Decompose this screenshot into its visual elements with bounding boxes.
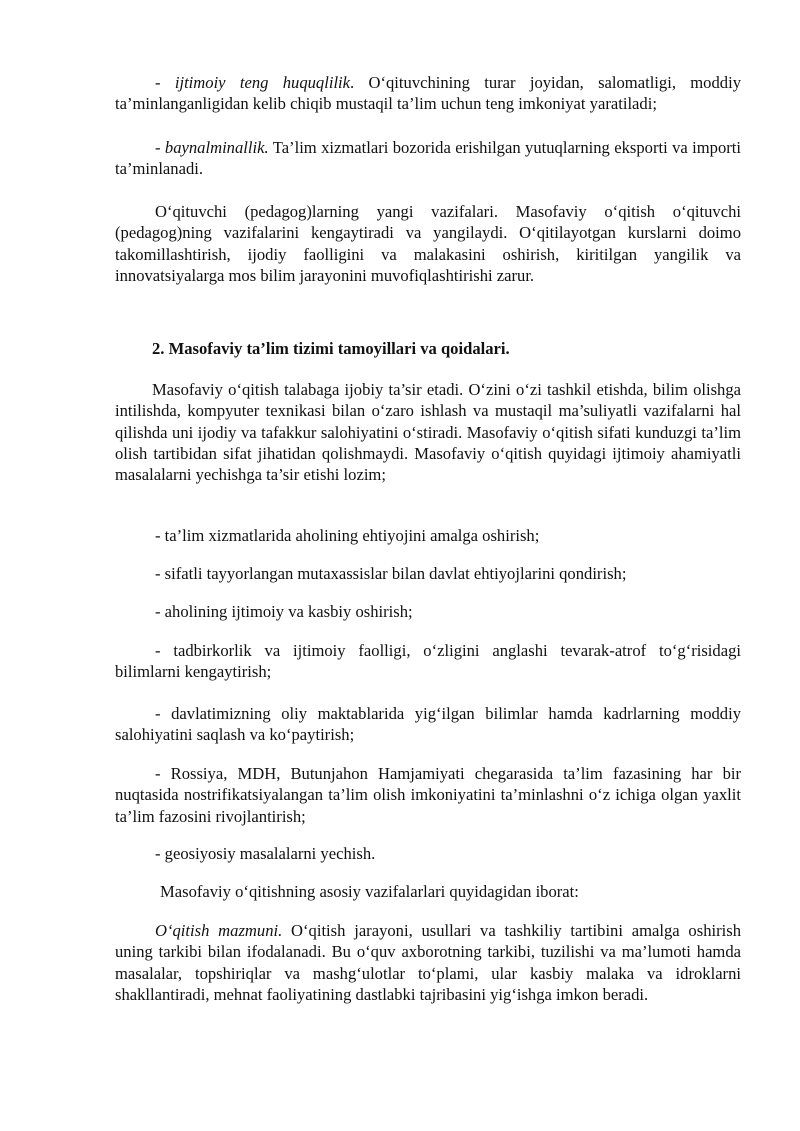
paragraph-text: Ta’lim xizmatlari bozorida erishilgan yutuqlarning eksporti va importi ta’minlanadi.	[115, 138, 741, 179]
paragraph-text: O‘qitish jarayoni, usullari va tashkiliy tartibini amalga oshirish uning tarkibi bilan ifodalanadi. Bu o‘quv axborotning tarkibi, tuzilishi va ma’lumoti hamda masalalar, topshiriqlar va mashg‘ulotlar to‘plami, ular kasbiy malaka va idroklarni shakllantiradi, mehnat faoliyatining dastlabki tajribasini yig‘ishga imkon beradi.	[115, 921, 741, 1004]
paragraph-content	[115, 920, 741, 1005]
paragraph-main-tasks: Masofaviy o‘qitishning asosiy vazifalarlari quyidagidan iborat:	[160, 882, 579, 901]
list-item: - aholining ijtimoiy va kasbiy oshirish;	[155, 602, 413, 621]
paragraph-text: . O‘qituvchining turar joyidan, salomatligi, moddiy ta’minlanganligidan kelib chiqib mustaqil ta’lim uchun teng imkoniyat yaratiladi;	[115, 73, 741, 114]
paragraph-lead: -	[155, 138, 165, 157]
list-item: - geosiyosiy masalalarni yechish.	[155, 844, 376, 863]
list-item: - sifatli tayyorlangan mutaxassislar bilan davlat ehtiyojlarini qondirish;	[155, 564, 627, 583]
list-item: - ta’lim xizmatlarida aholining ehtiyojini amalga oshirish;	[155, 526, 540, 545]
paragraph-lead: -	[155, 73, 175, 92]
section-heading: 2. Masofaviy ta’lim tizimi tamoyillari va qoidalari.	[152, 339, 510, 358]
term-teaching-content: O‘qitish mazmuni.	[155, 921, 283, 940]
paragraph-distance-learning: Masofaviy o‘qitish talabaga ijobiy ta’sir etadi. O‘zini o‘zi tashkil etishda, bilim olishga intilishda, kompyuter texnikasi bilan o‘zaro ishlash va mustaqil ma’suliyatli vazifalarni hal qilishda uni ijodiy va tafakkur salohiyatini o‘stiradi. Masofaviy o‘qitish sifati kunduzgi ta’lim olish tartibidan sifat jihatidan qolishmaydi. Masofaviy o‘qitish quyidagi ijtimoiy ahamiyatli masalalarni yechishga ta’sir etishi lozim;	[115, 380, 741, 485]
paragraph-equal-rights	[115, 72, 741, 115]
list-item: - tadbirkorlik va ijtimoiy faolligi, o‘zligini anglashi tevarak-atrof to‘g‘risidagi bilimlarni kengaytirish;	[115, 641, 741, 682]
list-item: - davlatimizning oliy maktablarida yig‘ilgan bilimlar hamda kadrlarning moddiy salohiyatini saqlash va ko‘paytirish;	[115, 704, 741, 745]
term-social-equality: ijtimoiy teng huquqlilik	[174, 73, 351, 92]
term-internationalism: baynalminallik.	[164, 138, 269, 157]
list-item: - Rossiya, MDH, Butunjahon Hamjamiyati chegarasida ta’lim fazasining har bir nuqtasida nostrifikatsiyalangan ta’lim olish imkoniyatini ta’minlashni o‘z ichiga olgan yaxlit ta’lim fazosini rivojlantirish;	[115, 764, 741, 826]
paragraph-internationalism	[115, 137, 741, 180]
paragraph-teacher-tasks: O‘qituvchi (pedagog)larning yangi vazifalari. Masofaviy o‘qitish o‘qituvchi (pedagog)ning vazifalarini kengaytiradi va yangilaydi. O‘qitilayotgan kurslarni doimo takomillashtirish, ijodiy faolligini va malakasini oshirish, kiritilgan yangilik va innovatsiyalarga mos bilim jarayonini muvofiqlashtirishi zarur.	[115, 202, 741, 285]
